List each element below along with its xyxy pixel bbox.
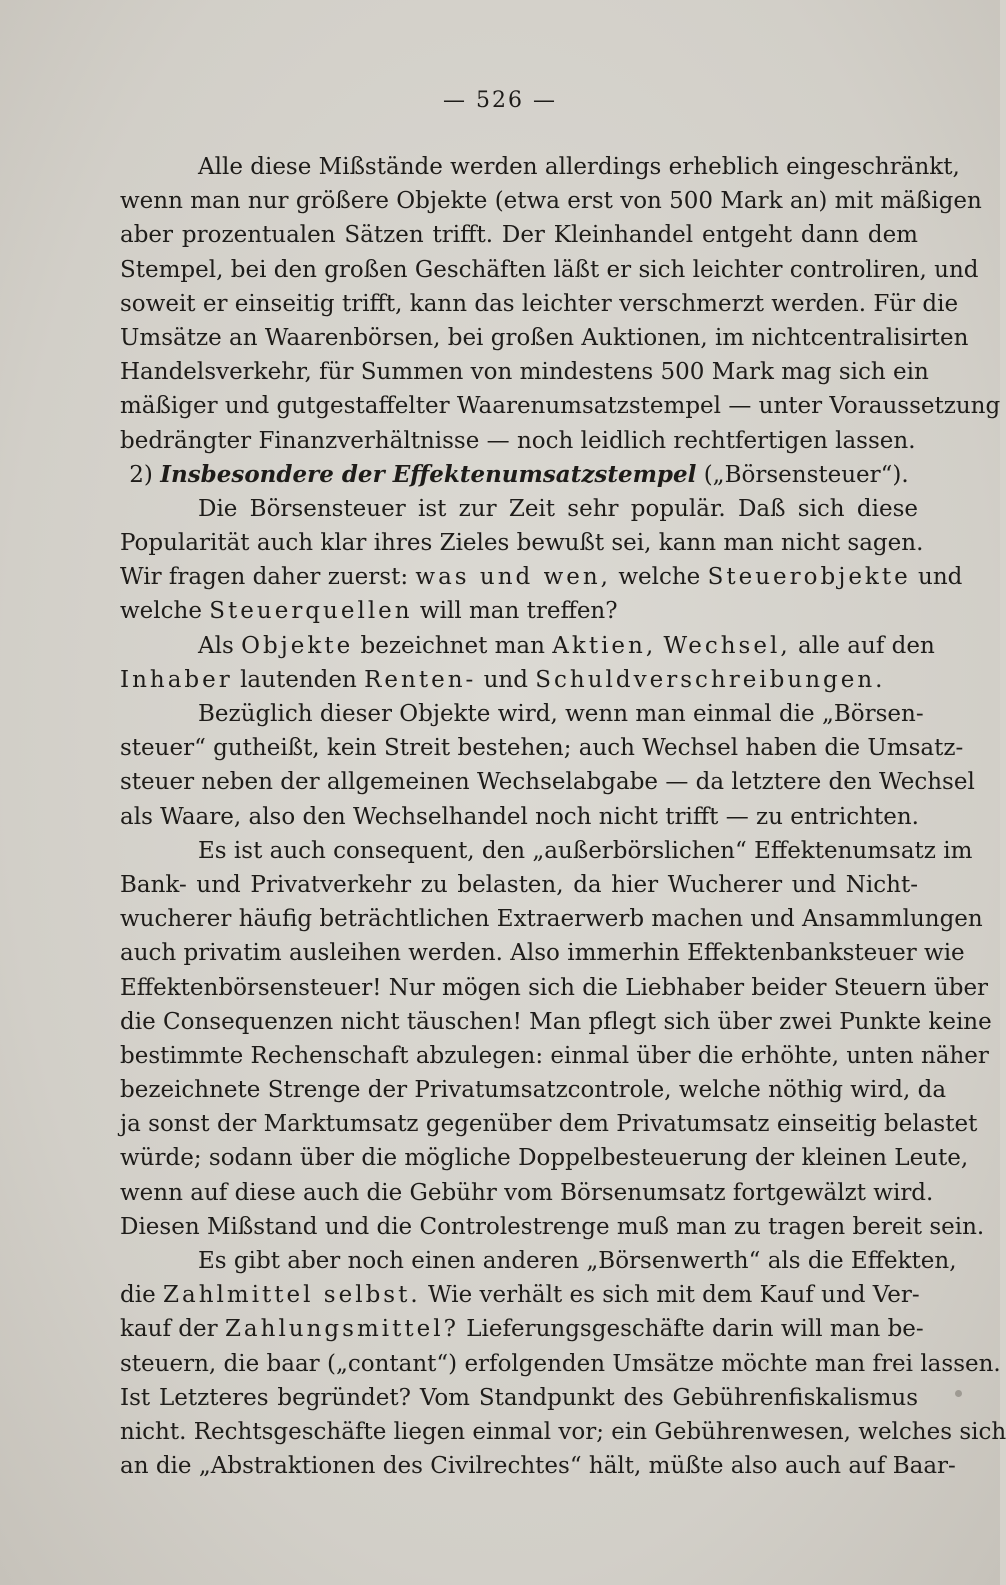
spaced-text: Steuerquellen bbox=[209, 598, 413, 625]
text-line: wenn man nur größere Objekte (etwa erst von 500 Mark an) mit mäßigen bbox=[120, 188, 982, 215]
spaced-text: Aktien, bbox=[552, 632, 657, 659]
text-line: aber prozentualen Sätzen trifft. Der Kleinhandel entgeht dann dem bbox=[120, 222, 918, 249]
text-span: Als bbox=[198, 632, 234, 659]
text-span: die bbox=[120, 1282, 156, 1309]
text-span: und bbox=[483, 666, 528, 693]
text-line: nicht. Rechtsgeschäfte liegen einmal vor; ein Gebührenwesen, welches sich bbox=[120, 1418, 1006, 1445]
text-line bbox=[120, 594, 918, 628]
text-line: mäßiger und gutgestaffelter Waarenumsatzstempel — unter Voraussetzung bbox=[120, 393, 1001, 420]
spaced-text: Wechsel, bbox=[663, 632, 791, 659]
spaced-text: Objekte bbox=[241, 632, 354, 659]
text-span: welche bbox=[120, 598, 202, 625]
text-span: welche bbox=[618, 564, 701, 591]
text-span: Wir fragen daher zuerst: bbox=[120, 564, 409, 591]
section-heading bbox=[120, 458, 918, 492]
text-span: bezeichnet man bbox=[360, 632, 545, 659]
text-line: steuer neben der allgemeinen Wechselabgabe — da letztere den Wechsel bbox=[120, 769, 975, 796]
heading-number: 2) bbox=[129, 461, 153, 488]
text-span: Wie verhält es sich mit dem Kauf und Ver- bbox=[427, 1282, 920, 1309]
text-line: Die Börsensteuer ist zur Zeit sehr populär. Daß sich diese bbox=[198, 495, 918, 522]
text-line bbox=[120, 1278, 918, 1312]
spaced-text: Zahlungsmittel? bbox=[224, 1316, 459, 1343]
text-line bbox=[120, 1312, 924, 1346]
text-line: würde; sodann über die mögliche Doppelbesteuerung der kleinen Leute, bbox=[120, 1145, 969, 1172]
spaced-text: Zahlmittel selbst. bbox=[163, 1282, 421, 1309]
text-line: bestimmte Rechenschaft abzulegen: einmal über die erhöhte, unten näher bbox=[120, 1042, 989, 1069]
text-line: Diesen Mißstand und die Controlestrenge muß man zu tragen bereit sein. bbox=[120, 1213, 985, 1240]
text-line bbox=[120, 663, 918, 697]
text-line: ja sonst der Marktumsatz gegenüber dem Privatumsatz einseitig belastet bbox=[120, 1111, 978, 1138]
spaced-text: was und wen, bbox=[415, 564, 611, 591]
heading-title: Insbesondere der Effektenumsatzstempel bbox=[160, 460, 697, 488]
text-span: Lieferungsgeschäfte darin will man be- bbox=[466, 1316, 924, 1343]
spaced-text: Renten- bbox=[364, 666, 477, 693]
page-number: — 526 — bbox=[443, 88, 557, 113]
text-span: und bbox=[918, 564, 963, 591]
text-line: Bank- und Privatverkehr zu belasten, da hier Wucherer und Nicht- bbox=[120, 871, 918, 898]
text-line bbox=[120, 629, 935, 663]
text-line: Es gibt aber noch einen anderen „Börsenwerth“ als die Effekten, bbox=[198, 1248, 957, 1274]
text-line: Ist Letzteres begründet? Vom Standpunkt des Gebührenfiskalismus bbox=[120, 1384, 918, 1411]
text-line: Bezüglich dieser Objekte wird, wenn man einmal die „Börsen- bbox=[198, 701, 924, 727]
text-line: Stempel, bei den großen Geschäften läßt er sich leichter controliren, und bbox=[120, 256, 979, 283]
spaced-text: Inhaber bbox=[120, 666, 233, 693]
text-span: kauf der bbox=[120, 1316, 218, 1343]
text-line: auch privatim ausleihen werden. Also immerhin Effektenbanksteuer wie bbox=[120, 940, 965, 967]
spaced-text: Schuldverschreibungen. bbox=[535, 666, 886, 693]
text-line: steuer“ gutheißt, kein Streit bestehen; auch Wechsel haben die Umsatz- bbox=[120, 735, 964, 762]
heading-suffix: („Börsensteuer“). bbox=[703, 461, 909, 488]
text-line: Alle diese Mißstände werden allerdings erheblich eingeschränkt, bbox=[198, 154, 960, 180]
text-span: alle auf den bbox=[797, 632, 935, 659]
text-line: Es ist auch consequent, den „außerbörslichen“ Effektenumsatz im bbox=[198, 837, 973, 864]
text-line: als Waare, also den Wechselhandel noch nicht trifft — zu entrichten. bbox=[120, 803, 919, 830]
text-line: Handelsverkehr, für Summen von mindestens 500 Mark mag sich ein bbox=[120, 359, 929, 386]
text-line: soweit er einseitig trifft, kann das leichter verschmerzt werden. Für die bbox=[120, 290, 959, 317]
text-line: bedrängter Finanzverhältnisse — noch leidlich rechtfertigen lassen. bbox=[120, 427, 916, 454]
spaced-text: Steuerobjekte bbox=[707, 564, 911, 591]
text-line: bezeichnete Strenge der Privatumsatzcontrole, welche nöthig wird, da bbox=[120, 1077, 947, 1104]
text-line: wenn auf diese auch die Gebühr vom Börsenumsatz fortgewälzt wird. bbox=[120, 1179, 934, 1206]
text-line bbox=[120, 560, 963, 594]
text-line: Effektenbörsensteuer! Nur mögen sich die Liebhaber beider Steuern über bbox=[120, 974, 989, 1001]
text-line: wucherer häufig beträchtlichen Extraerwerb machen und Ansammlungen bbox=[120, 906, 983, 933]
text-line: steuern, die baar („contant“) erfolgenden Umsätze möchte man frei lassen. bbox=[120, 1350, 1001, 1377]
text-line: Umsätze an Waarenbörsen, bei großen Auktionen, im nichtcentralisirten bbox=[120, 324, 969, 351]
text-line: die Consequenzen nicht täuschen! Man pflegt sich über zwei Punkte keine bbox=[120, 1008, 992, 1035]
text-span: will man treffen? bbox=[419, 598, 618, 625]
body-text bbox=[120, 150, 1006, 1483]
text-line: an die „Abstraktionen des Civilrechtes“ hält, müßte also auch auf Baar- bbox=[120, 1453, 956, 1480]
text-span: lautenden bbox=[240, 666, 357, 693]
text-line: Popularität auch klar ihres Zieles bewußt sei, kann man nicht sagen. bbox=[120, 530, 924, 557]
paper-speck bbox=[955, 1390, 962, 1397]
